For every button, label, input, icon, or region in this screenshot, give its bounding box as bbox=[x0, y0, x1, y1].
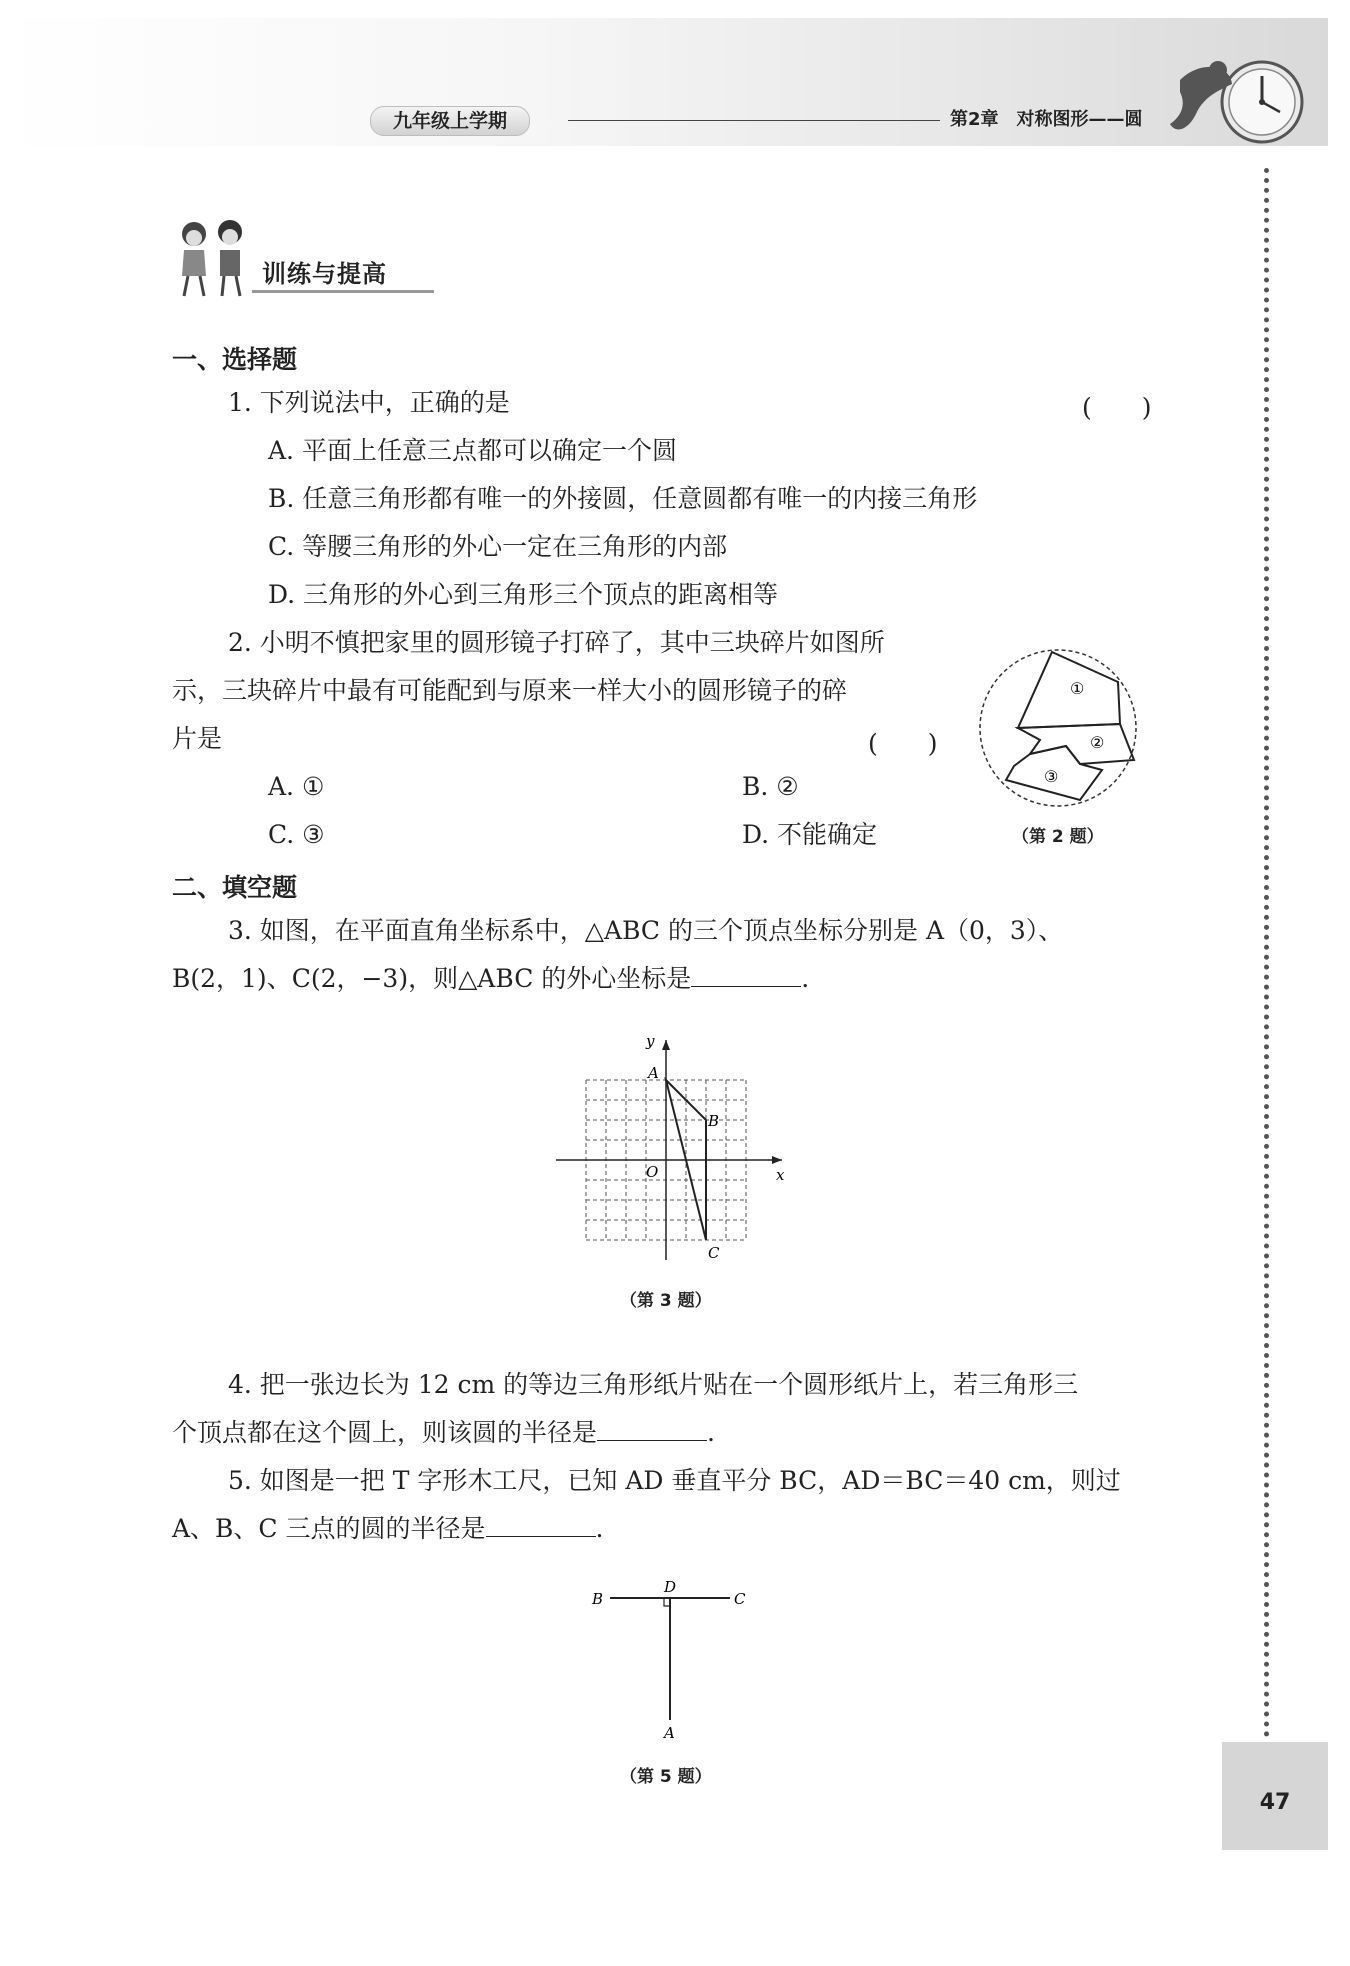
q5-line1: 5. 如图是一把 T 字形木工尺，已知 AD 垂直平分 BC，AD＝BC＝40 cm，则过 bbox=[228, 1466, 1121, 1495]
page-number: 47 bbox=[1259, 1790, 1291, 1815]
figure2-caption: （第 2 题） bbox=[1012, 827, 1104, 847]
q2-option-d: D. 不能确定 bbox=[742, 820, 878, 849]
q2-option-c: C. ③ bbox=[268, 820, 325, 849]
chapter-title: 第2章 对称图形——圆 bbox=[950, 109, 1143, 130]
q1-option-d: D. 三角形的外心到三角形三个顶点的距离相等 bbox=[268, 580, 779, 609]
fragment-label-2: ② bbox=[1090, 733, 1105, 752]
section1-title: 一、选择题 bbox=[172, 345, 298, 374]
q2-answer-paren: ( ) bbox=[868, 729, 938, 758]
figure5-caption: （第 5 题） bbox=[620, 1767, 712, 1787]
q3-answer-blank[interactable] bbox=[691, 964, 801, 987]
q5-answer-blank[interactable] bbox=[486, 1514, 596, 1537]
figure-mirror-fragments bbox=[970, 640, 1150, 820]
q1-stem: 1. 下列说法中，正确的是 bbox=[228, 388, 510, 417]
header-divider bbox=[568, 120, 940, 121]
q2-option-a: A. ① bbox=[268, 772, 325, 801]
clock-runner-icon bbox=[1160, 50, 1320, 150]
vertex-label-a: A bbox=[648, 1064, 659, 1082]
vertex-label-b: B bbox=[708, 1112, 720, 1130]
x-axis-label: x bbox=[776, 1166, 785, 1184]
q3-line2-text: B(2，1)、C(2，−3)，则△ABC 的外心坐标是 bbox=[172, 964, 692, 993]
section2-title: 二、填空题 bbox=[172, 873, 298, 902]
point-label-b: B bbox=[592, 1590, 604, 1608]
figure-t-square bbox=[586, 1570, 756, 1740]
q4-line1: 4. 把一张边长为 12 cm 的等边三角形纸片贴在一个圆形纸片上，若三角形三 bbox=[228, 1370, 1079, 1399]
q5-line2-text: A、B、C 三点的圆的半径是 bbox=[172, 1514, 486, 1543]
q3-line1: 3. 如图，在平面直角坐标系中，△ABC 的三个顶点坐标分别是 A（0，3）、 bbox=[228, 916, 1064, 945]
q3-line2 bbox=[172, 964, 809, 994]
kids-illustration bbox=[172, 220, 262, 300]
banner-underline bbox=[252, 290, 434, 293]
q2-option-b: B. ② bbox=[742, 772, 799, 801]
y-axis-label: y bbox=[646, 1032, 655, 1050]
origin-label: O bbox=[646, 1163, 659, 1181]
figure-coordinate-triangle bbox=[546, 1030, 796, 1280]
figure3-caption: （第 3 题） bbox=[620, 1291, 712, 1311]
q2-line1: 2. 小明不慎把家里的圆形镜子打碎了，其中三块碎片如图所 bbox=[228, 628, 885, 657]
point-label-a: A bbox=[664, 1724, 675, 1740]
fragment-label-1: ① bbox=[1070, 679, 1085, 698]
q4-line2 bbox=[172, 1418, 715, 1448]
q5-line2 bbox=[172, 1514, 603, 1544]
q4-answer-blank[interactable] bbox=[597, 1418, 707, 1441]
section-banner-title: 训练与提高 bbox=[262, 260, 387, 288]
q1-option-c: C. 等腰三角形的外心一定在三角形的内部 bbox=[268, 532, 728, 561]
q1-answer-paren: ( ) bbox=[1082, 393, 1152, 422]
q2-line2: 示，三块碎片中最有可能配到与原来一样大小的圆形镜子的碎 bbox=[172, 676, 848, 705]
point-label-d: D bbox=[664, 1578, 677, 1596]
q5-line2-period: . bbox=[595, 1514, 604, 1543]
q1-option-b: B. 任意三角形都有唯一的外接圆，任意圆都有唯一的内接三角形 bbox=[268, 484, 978, 513]
point-label-c: C bbox=[734, 1590, 746, 1608]
q2-line3: 片是 bbox=[172, 724, 223, 753]
fragment-label-3: ③ bbox=[1044, 767, 1059, 786]
q1-option-a: A. 平面上任意三点都可以确定一个圆 bbox=[268, 436, 677, 465]
q4-line2-period: . bbox=[707, 1418, 715, 1447]
q3-line2-period: . bbox=[801, 964, 810, 993]
margin-dotted-rule bbox=[1264, 168, 1269, 1738]
grade-label: 九年级上学期 bbox=[370, 106, 530, 136]
vertex-label-c: C bbox=[708, 1244, 720, 1262]
q4-line2-text: 个顶点都在这个圆上，则该圆的半径是 bbox=[172, 1418, 598, 1447]
